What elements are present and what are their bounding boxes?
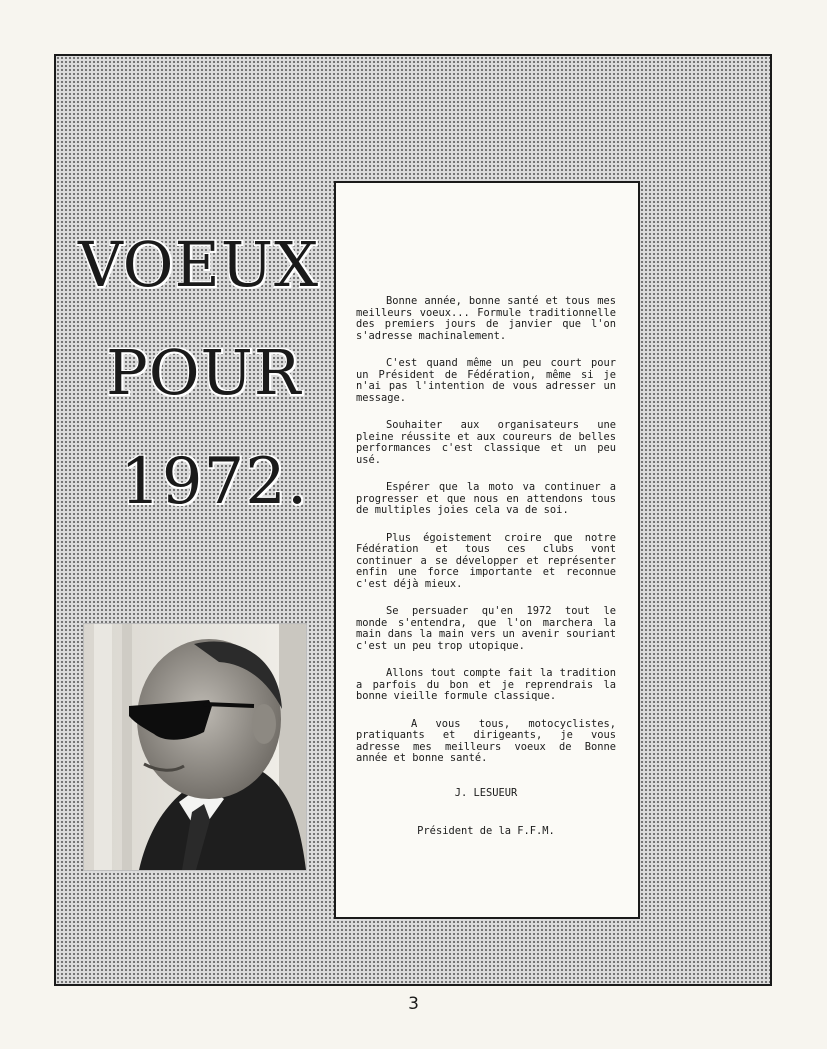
letter-paragraph-1: Bonne année, bonne santé et tous mes meilleurs voeux... Formule traditionnelle des premiers jours de janvier que l'on s'adresse machinalement. — [356, 295, 616, 342]
letter-paragraph-2: C'est quand même un peu court pour un Président de Fédération, même si je n'ai pas l'intention de vous adresser un message. — [356, 357, 616, 404]
letter-paragraph-6: Se persuader qu'en 1972 tout le monde s'entendra, que l'on marchera la main dans la main vers un avenir souriant c'est un peu trop utopique. — [356, 605, 616, 652]
letter-box — [334, 181, 640, 919]
page-number: 3 — [408, 994, 419, 1014]
title-line-3: 1972. — [120, 445, 309, 519]
signature-role: Président de la F.F.M. — [417, 824, 555, 837]
title-line-1: VOEUX — [78, 228, 320, 301]
title-line-2: POUR — [106, 336, 302, 409]
portrait-illustration — [84, 624, 306, 870]
letter-paragraph-5: Plus égoistement croire que notre Fédération et tous ces clubs vont continuer a se développer et représenter enfin une force importante et reconnue c'est déjà mieux. — [356, 531, 616, 590]
letter-paragraph-4: Espérer que la moto va continuer a progresser et que nous en attendons tous de multiples joies cela va de soi. — [356, 481, 616, 516]
letter-paragraph-7: Allons tout compte fait la tradition a parfois du bon et je reprendrais la bonne vieille formule classique. — [356, 667, 616, 702]
letter-paragraph-8: A vous tous, motocyclistes, pratiquants et dirigeants, je vous adresse mes meilleurs voeux de Bonne année et bonne santé. — [356, 717, 616, 764]
letter-paragraph-3: Souhaiter aux organisateurs une pleine réussite et aux coureurs de belles performances c'est classique et un peu usé. — [356, 419, 616, 466]
portrait-photo — [83, 623, 307, 871]
signature: J. LESUEUR — [454, 786, 518, 799]
page-frame — [54, 54, 772, 986]
